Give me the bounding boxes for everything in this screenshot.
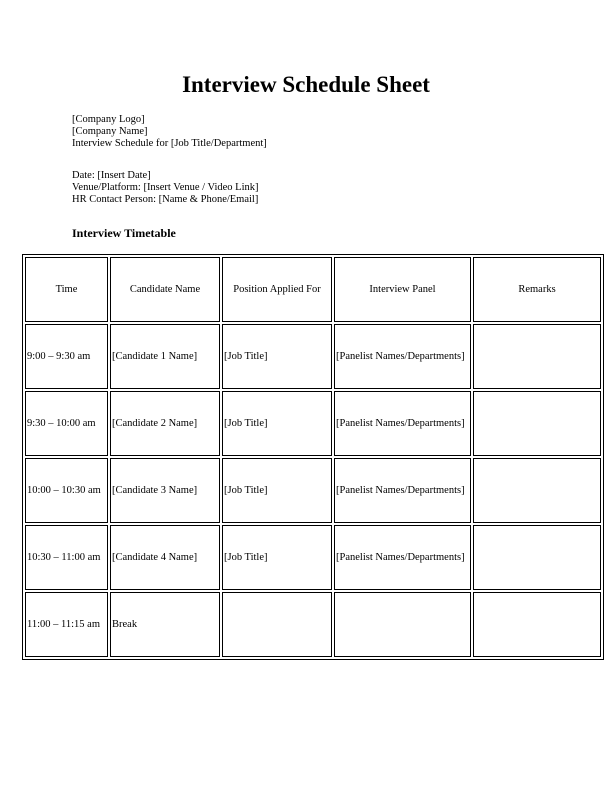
header-candidate-name: Candidate Name bbox=[110, 257, 220, 322]
cell-panel bbox=[334, 592, 471, 657]
header-interview-panel: Interview Panel bbox=[334, 257, 471, 322]
company-logo-placeholder: [Company Logo] bbox=[72, 114, 145, 125]
date-line: Date: [Insert Date] bbox=[72, 170, 151, 181]
table-row bbox=[25, 525, 601, 590]
cell-panel: [Panelist Names/Departments] bbox=[334, 391, 471, 456]
cell-remarks bbox=[473, 592, 601, 657]
company-name-placeholder: [Company Name] bbox=[72, 126, 148, 137]
cell-time: 11:00 – 11:15 am bbox=[25, 592, 108, 657]
table-row bbox=[25, 391, 601, 456]
header-time: Time bbox=[25, 257, 108, 322]
cell-candidate: [Candidate 4 Name] bbox=[110, 525, 220, 590]
cell-remarks bbox=[473, 391, 601, 456]
table-row bbox=[25, 592, 601, 657]
company-info bbox=[72, 114, 267, 150]
header-remarks: Remarks bbox=[473, 257, 601, 322]
cell-candidate: Break bbox=[110, 592, 220, 657]
cell-remarks bbox=[473, 324, 601, 389]
hr-contact-line: HR Contact Person: [Name & Phone/Email] bbox=[72, 194, 259, 205]
cell-position: [Job Title] bbox=[222, 525, 332, 590]
cell-time: 10:30 – 11:00 am bbox=[25, 525, 108, 590]
cell-panel: [Panelist Names/Departments] bbox=[334, 458, 471, 523]
table-row bbox=[25, 458, 601, 523]
cell-remarks bbox=[473, 525, 601, 590]
table-row bbox=[25, 324, 601, 389]
cell-candidate: [Candidate 3 Name] bbox=[110, 458, 220, 523]
interview-timetable bbox=[22, 254, 604, 660]
page-title: Interview Schedule Sheet bbox=[182, 72, 430, 97]
interview-details bbox=[72, 170, 258, 206]
cell-remarks bbox=[473, 458, 601, 523]
cell-time: 10:00 – 10:30 am bbox=[25, 458, 108, 523]
venue-line: Venue/Platform: [Insert Venue / Video Link] bbox=[72, 182, 259, 193]
cell-position: [Job Title] bbox=[222, 324, 332, 389]
cell-position: [Job Title] bbox=[222, 458, 332, 523]
cell-position bbox=[222, 592, 332, 657]
section-title: Interview Timetable bbox=[72, 226, 176, 240]
table-header-row bbox=[25, 257, 601, 322]
cell-candidate: [Candidate 1 Name] bbox=[110, 324, 220, 389]
header-position: Position Applied For bbox=[222, 257, 332, 322]
cell-position: [Job Title] bbox=[222, 391, 332, 456]
cell-candidate: [Candidate 2 Name] bbox=[110, 391, 220, 456]
cell-time: 9:30 – 10:00 am bbox=[25, 391, 108, 456]
schedule-for-line: Interview Schedule for [Job Title/Department] bbox=[72, 138, 267, 149]
cell-time: 9:00 – 9:30 am bbox=[25, 324, 108, 389]
cell-panel: [Panelist Names/Departments] bbox=[334, 525, 471, 590]
cell-panel: [Panelist Names/Departments] bbox=[334, 324, 471, 389]
